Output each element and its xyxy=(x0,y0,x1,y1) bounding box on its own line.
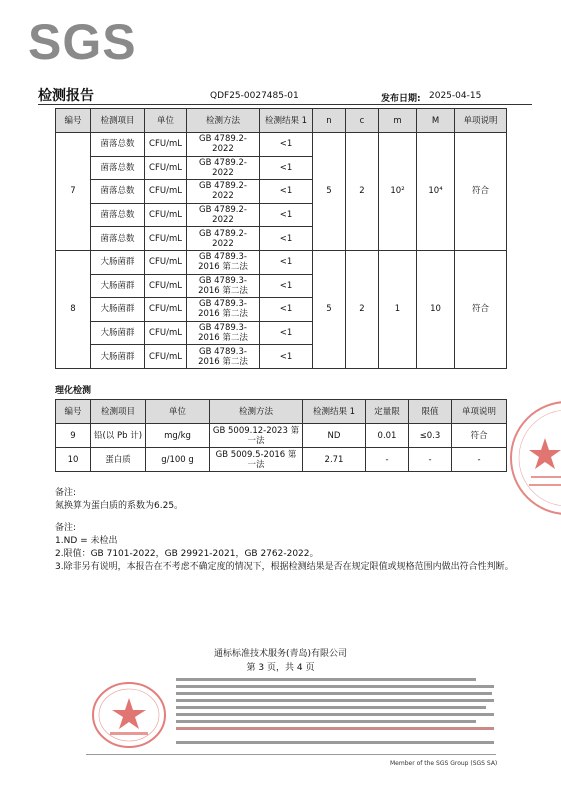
limit-cell: - xyxy=(409,448,452,472)
column-header: 检测结果 1 xyxy=(303,400,366,424)
footer-divider xyxy=(86,754,496,755)
report-title: 检测报告 xyxy=(38,88,94,104)
test-item-cell: 菌落总数 xyxy=(91,156,145,180)
table-row xyxy=(56,424,507,448)
footer-fine-print xyxy=(86,676,496,750)
result-cell: <1 xyxy=(260,203,313,227)
c-cell: 2 xyxy=(346,133,379,251)
method-cell: GB 4789.2-2022 xyxy=(187,203,260,227)
unit-cell: CFU/mL xyxy=(145,298,187,322)
header-divider xyxy=(38,104,532,105)
column-header: c xyxy=(346,109,379,133)
test-item-cell: 大肠菌群 xyxy=(91,298,145,322)
method-cell: GB 4789.3-2016 第二法 xyxy=(187,298,260,322)
partial-seal-icon xyxy=(505,398,561,518)
loq-cell: - xyxy=(366,448,409,472)
test-item-cell: 菌落总数 xyxy=(91,203,145,227)
note-item: 2.限值：GB 7101-2022，GB 29921-2021，GB 2762-2022。 xyxy=(55,549,319,559)
result-cell: <1 xyxy=(260,133,313,157)
test-item-cell: 蛋白质 xyxy=(91,448,146,472)
sgs-logo: SGS xyxy=(28,14,137,70)
column-header: m xyxy=(379,109,417,133)
microbiology-table xyxy=(55,108,507,369)
verdict-cell: 符合 xyxy=(455,250,507,368)
result-cell: <1 xyxy=(260,274,313,298)
report-number: QDF25-0027485-01 xyxy=(210,91,299,101)
fine-print-line xyxy=(176,692,492,695)
table-row xyxy=(56,133,507,157)
test-item-cell: 菌落总数 xyxy=(91,227,145,251)
unit-cell: CFU/mL xyxy=(145,274,187,298)
column-header: 单位 xyxy=(146,400,210,424)
fine-print-line xyxy=(176,678,476,681)
note-title: 备注: xyxy=(55,488,77,498)
result-cell: <1 xyxy=(260,250,313,274)
company-seal-icon xyxy=(90,680,168,750)
column-header: 检测项目 xyxy=(91,109,145,133)
unit-cell: CFU/mL xyxy=(145,227,187,251)
test-item-cell: 大肠菌群 xyxy=(91,345,145,369)
column-header: 编号 xyxy=(56,400,91,424)
fine-print-line xyxy=(176,699,494,702)
limit-cell: ≤0.3 xyxy=(409,424,452,448)
note-text: 氮换算为蛋白质的系数为6.25。 xyxy=(55,501,184,511)
item-number-cell: 9 xyxy=(56,424,91,448)
result-cell: <1 xyxy=(260,227,313,251)
method-cell: GB 4789.3-2016 第二法 xyxy=(187,274,260,298)
table-header-row xyxy=(56,400,507,424)
page-number: 第 3 页，共 4 页 xyxy=(246,663,315,673)
column-header: 检测方法 xyxy=(187,109,260,133)
result-cell: <1 xyxy=(260,298,313,322)
n-cell: 5 xyxy=(313,250,346,368)
column-header: n xyxy=(313,109,346,133)
issue-date-label: 发布日期: xyxy=(381,94,421,104)
unit-cell: CFU/mL xyxy=(145,250,187,274)
test-item-cell: 铅(以 Pb 计) xyxy=(91,424,146,448)
unit-cell: g/100 g xyxy=(146,448,210,472)
method-cell: GB 4789.2-2022 xyxy=(187,156,260,180)
item-number-cell: 10 xyxy=(56,448,91,472)
column-header: 定量限 xyxy=(366,400,409,424)
member-statement: Member of the SGS Group (SGS SA) xyxy=(390,760,498,767)
method-cell: GB 5009.12-2023 第一法 xyxy=(210,424,303,448)
M-cell: 10 xyxy=(417,250,455,368)
item-number-cell: 7 xyxy=(56,133,91,251)
n-cell: 5 xyxy=(313,133,346,251)
c-cell: 2 xyxy=(346,250,379,368)
unit-cell: CFU/mL xyxy=(145,133,187,157)
physicochemical-table xyxy=(55,399,507,472)
note-item: 3.除非另有说明，本报告在不考虑不确定度的情况下，根据检测结果是否在规定限值或规格范围内做出符合性判断。 xyxy=(55,562,514,572)
result-cell: <1 xyxy=(260,156,313,180)
method-cell: GB 4789.2-2022 xyxy=(187,133,260,157)
m-cell: 10² xyxy=(379,133,417,251)
result-cell: <1 xyxy=(260,180,313,204)
table-header-row xyxy=(56,109,507,133)
unit-cell: CFU/mL xyxy=(145,321,187,345)
fine-print-line xyxy=(176,706,486,709)
method-cell: GB 5009.5-2016 第一法 xyxy=(210,448,303,472)
method-cell: GB 4789.3-2016 第二法 xyxy=(187,250,260,274)
verdict-cell: 符合 xyxy=(455,133,507,251)
table-row xyxy=(56,250,507,274)
issue-date-value: 2025-04-15 xyxy=(429,91,482,101)
method-cell: GB 4789.3-2016 第二法 xyxy=(187,345,260,369)
result-cell: 2.71 xyxy=(303,448,366,472)
method-cell: GB 4789.2-2022 xyxy=(187,180,260,204)
method-cell: GB 4789.3-2016 第二法 xyxy=(187,321,260,345)
column-header: 检测项目 xyxy=(91,400,146,424)
note-title: 备注: xyxy=(55,523,77,533)
column-header: 单项说明 xyxy=(452,400,507,424)
unit-cell: CFU/mL xyxy=(145,203,187,227)
test-item-cell: 大肠菌群 xyxy=(91,274,145,298)
result-cell: <1 xyxy=(260,345,313,369)
loq-cell: 0.01 xyxy=(366,424,409,448)
result-cell: ND xyxy=(303,424,366,448)
M-cell: 10⁴ xyxy=(417,133,455,251)
unit-cell: CFU/mL xyxy=(145,156,187,180)
item-number-cell: 8 xyxy=(56,250,91,368)
verdict-cell: 符合 xyxy=(452,424,507,448)
column-header: 单位 xyxy=(145,109,187,133)
unit-cell: CFU/mL xyxy=(145,345,187,369)
column-header: 单项说明 xyxy=(455,109,507,133)
column-header: M xyxy=(417,109,455,133)
unit-cell: CFU/mL xyxy=(145,180,187,204)
unit-cell: mg/kg xyxy=(146,424,210,448)
m-cell: 1 xyxy=(379,250,417,368)
company-name: 通标标准技术服务(青岛)有限公司 xyxy=(213,649,348,659)
table-row xyxy=(56,448,507,472)
section-heading-physicochemical: 理化检测 xyxy=(55,386,92,396)
column-header: 检测结果 1 xyxy=(260,109,313,133)
column-header: 限值 xyxy=(409,400,452,424)
test-item-cell: 菌落总数 xyxy=(91,180,145,204)
fine-print-line xyxy=(176,720,476,723)
fine-print-line xyxy=(176,685,494,688)
fine-print-line xyxy=(176,713,494,716)
result-cell: <1 xyxy=(260,321,313,345)
test-item-cell: 大肠菌群 xyxy=(91,321,145,345)
test-item-cell: 大肠菌群 xyxy=(91,250,145,274)
column-header: 检测方法 xyxy=(210,400,303,424)
verdict-cell: - xyxy=(452,448,507,472)
fine-print-line xyxy=(176,727,494,730)
note-item: 1.ND = 未检出 xyxy=(55,536,118,546)
test-item-cell: 菌落总数 xyxy=(91,133,145,157)
method-cell: GB 4789.2-2022 xyxy=(187,227,260,251)
fine-print-line xyxy=(176,741,494,744)
column-header: 编号 xyxy=(56,109,91,133)
